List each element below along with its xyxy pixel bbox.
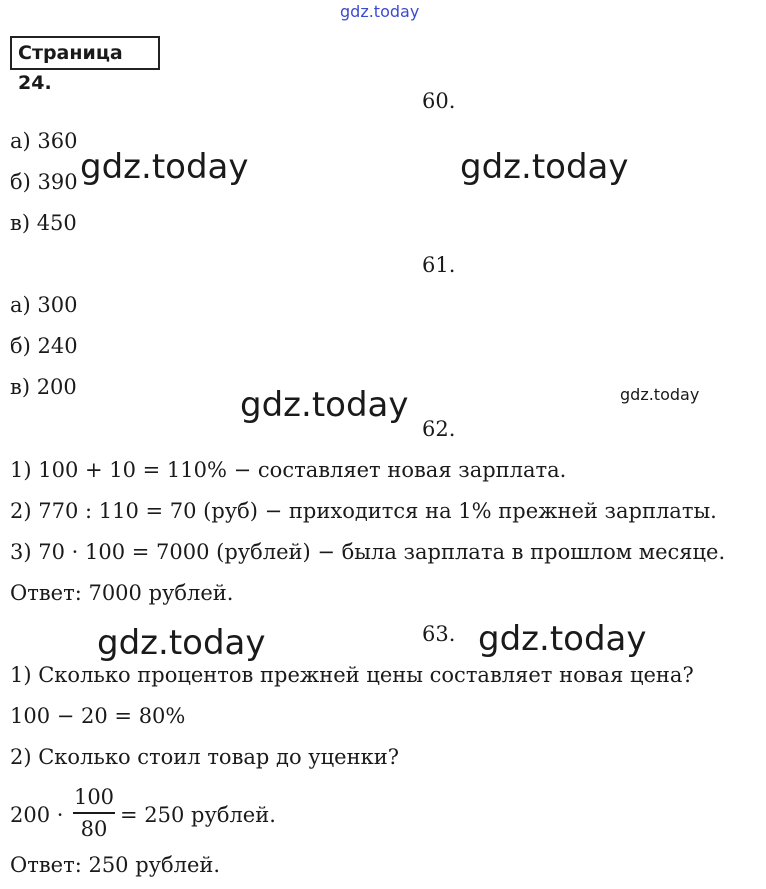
watermark: gdz.today [620,385,700,404]
task-63-number: 63. [422,622,456,646]
task-60-number: 60. [422,89,456,113]
watermark: gdz.today [240,385,409,425]
task-63-line-1: 1) Сколько процентов прежней цены составляет новая цена? [10,663,694,687]
task-60-item-a: а) 360 [10,129,78,153]
task-61-number: 61. [422,253,456,277]
task-60-item-b: б) 390 [10,170,78,194]
watermark-top: gdz.today [340,2,420,21]
task-63-answer: Ответ: 250 рублей. [10,853,221,877]
task-61-item-c: в) 200 [10,375,77,399]
task-61-item-b: б) 240 [10,334,78,358]
watermark: gdz.today [97,623,266,663]
calc-prefix: 200 · [10,803,64,827]
calc-suffix: = 250 рублей. [120,803,276,827]
task-63-line-2: 100 − 20 = 80% [10,704,186,728]
task-62-line-2: 2) 770 : 110 = 70 (руб) − приходится на 1% прежней зарплаты. [10,499,717,523]
task-61-item-a: а) 300 [10,293,78,317]
fraction [73,784,115,842]
watermark: gdz.today [460,147,629,187]
task-62-number: 62. [422,417,456,441]
task-62-line-3: 3) 70 · 100 = 7000 (рублей) − была зарплата в прошлом месяце. [10,540,726,564]
fraction-numerator: 100 [73,785,115,809]
fraction-denominator: 80 [80,817,108,841]
watermark: gdz.today [80,147,249,187]
task-62-answer: Ответ: 7000 рублей. [10,581,234,605]
fraction-bar [73,812,115,814]
task-63-line-3: 2) Сколько стоил товар до уценки? [10,745,399,769]
task-62-line-1: 1) 100 + 10 = 110% − составляет новая зарплата. [10,458,567,482]
watermark: gdz.today [478,619,647,659]
page-title: Страница 24. [10,36,160,70]
task-60-item-c: в) 450 [10,211,77,235]
